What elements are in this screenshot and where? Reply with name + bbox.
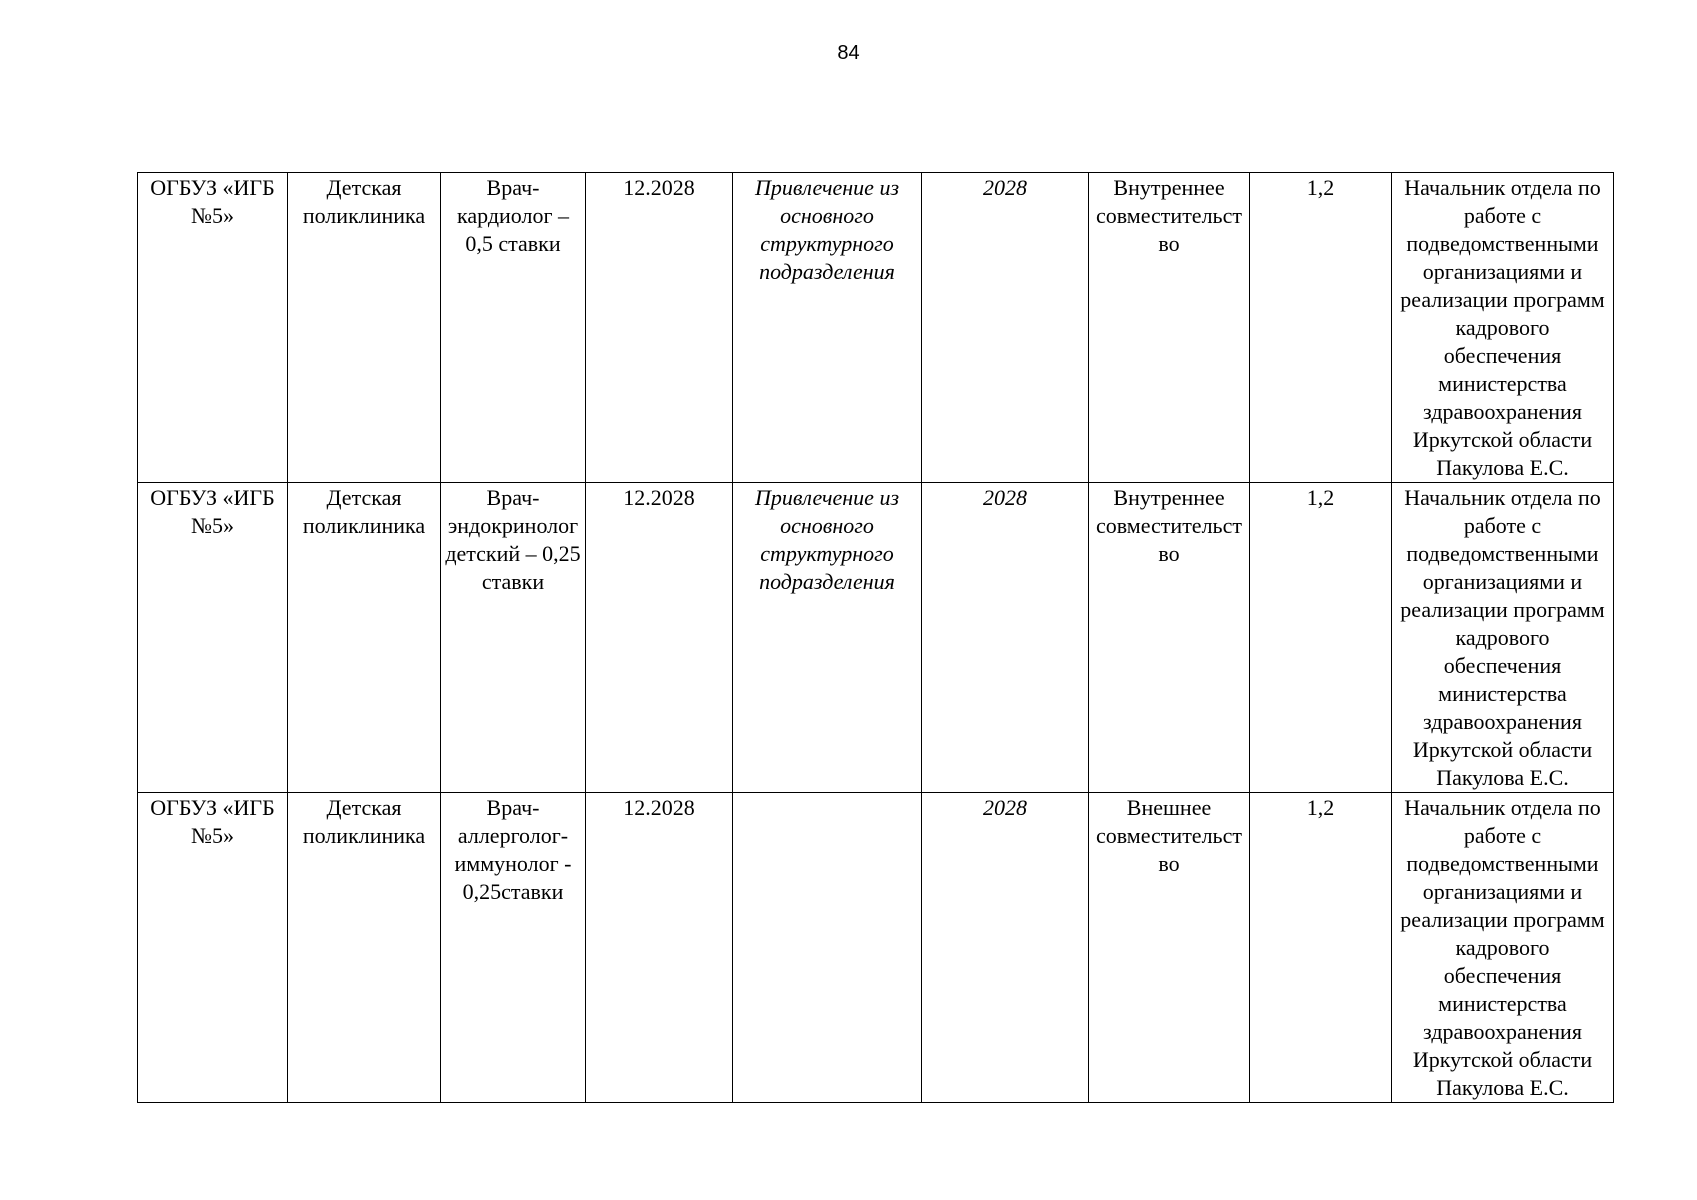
table-row bbox=[138, 483, 1614, 793]
position-cell: Врач-кардиолог – 0,5 ставки bbox=[441, 173, 586, 483]
responsible-cell: Начальник отдела по работе с подведомственными организациями и реализации программ кадрового обеспечения министерства здравоохранения Иркутской области Пакулова Е.С. bbox=[1392, 483, 1614, 793]
method-cell: Привлечение из основного структурного подразделения bbox=[733, 483, 922, 793]
value-cell: 1,2 bbox=[1250, 483, 1392, 793]
deadline-cell: 12.2028 bbox=[586, 483, 733, 793]
organization-cell: ОГБУЗ «ИГБ №5» bbox=[138, 173, 288, 483]
deadline-cell: 12.2028 bbox=[586, 173, 733, 483]
department-cell: Детская поликлиника bbox=[288, 173, 441, 483]
organization-cell: ОГБУЗ «ИГБ №5» bbox=[138, 483, 288, 793]
position-cell: Врач-аллерголог-иммунолог - 0,25ставки bbox=[441, 793, 586, 1103]
value-cell: 1,2 bbox=[1250, 173, 1392, 483]
year-cell: 2028 bbox=[922, 173, 1089, 483]
deadline-cell: 12.2028 bbox=[586, 793, 733, 1103]
method-cell bbox=[733, 793, 922, 1103]
page-number: 84 bbox=[837, 42, 860, 64]
responsible-cell: Начальник отдела по работе с подведомственными организациями и реализации программ кадрового обеспечения министерства здравоохранения Иркутской области Пакулова Е.С. bbox=[1392, 793, 1614, 1103]
department-cell: Детская поликлиника bbox=[288, 793, 441, 1103]
department-cell: Детская поликлиника bbox=[288, 483, 441, 793]
responsible-cell: Начальник отдела по работе с подведомственными организациями и реализации программ кадрового обеспечения министерства здравоохранения Иркутской области Пакулова Е.С. bbox=[1392, 173, 1614, 483]
value-cell: 1,2 bbox=[1250, 793, 1392, 1103]
employment-type-cell: Внешнее совместительство bbox=[1089, 793, 1250, 1103]
year-cell: 2028 bbox=[922, 483, 1089, 793]
year-cell: 2028 bbox=[922, 793, 1089, 1103]
position-cell: Врач-эндокринолог детский – 0,25 ставки bbox=[441, 483, 586, 793]
table-row bbox=[138, 793, 1614, 1103]
table-row bbox=[138, 173, 1614, 483]
employment-type-cell: Внутреннее совместительство bbox=[1089, 483, 1250, 793]
method-cell: Привлечение из основного структурного подразделения bbox=[733, 173, 922, 483]
organization-cell: ОГБУЗ «ИГБ №5» bbox=[138, 793, 288, 1103]
staffing-table bbox=[137, 172, 1614, 1103]
employment-type-cell: Внутреннее совместительство bbox=[1089, 173, 1250, 483]
